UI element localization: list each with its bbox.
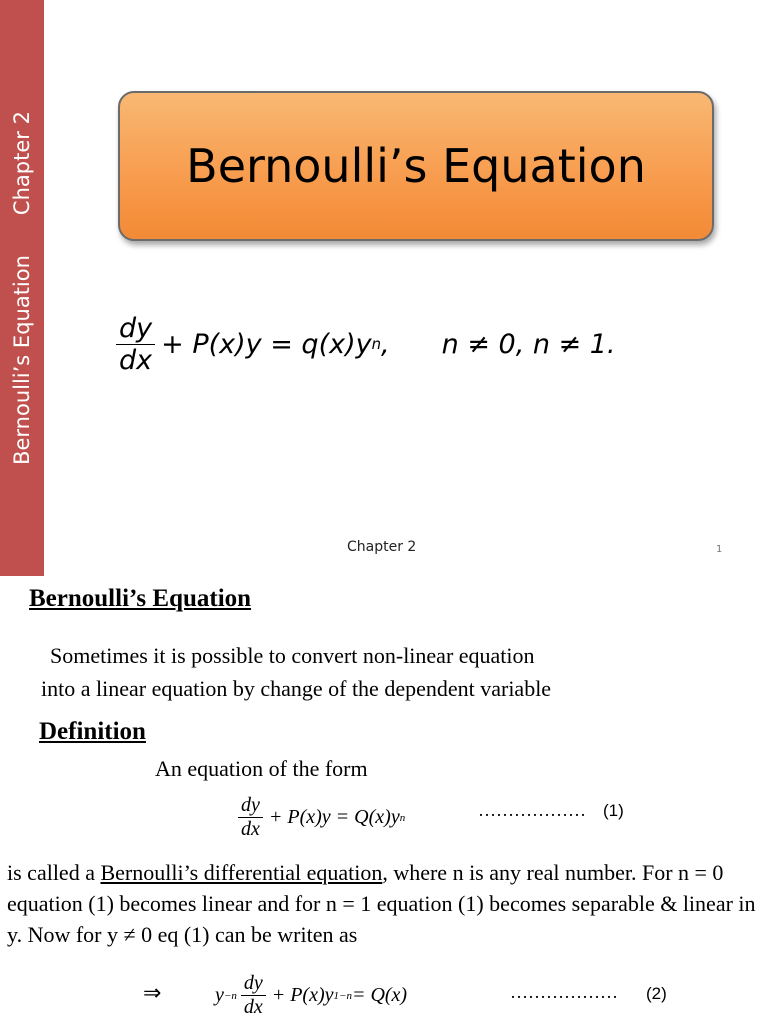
eq1-numerator: dy	[241, 794, 260, 816]
slide-footer: Chapter 2	[347, 539, 417, 555]
slide-fraction	[116, 313, 155, 376]
fraction-denominator: dx	[119, 344, 153, 376]
slide-page-number: 1	[716, 544, 723, 555]
slide-title-box	[118, 91, 714, 241]
implies-arrow: ⇒	[143, 980, 162, 1005]
side-bar	[0, 0, 44, 576]
slide-title: Bernoulli’s Equation	[186, 139, 646, 193]
eq2-middle: + P(x)y	[271, 984, 334, 1006]
document-heading: Bernoulli’s Equation	[29, 585, 252, 612]
fraction-numerator: dy	[119, 312, 153, 344]
eq2-lead-exponent: −n	[223, 989, 237, 1002]
slide-equation	[116, 304, 616, 384]
eq1-leader-dots: ………………	[478, 800, 586, 820]
eq2-leader-dots: ………………	[510, 982, 618, 1002]
eq2-denominator: dx	[243, 996, 263, 1018]
eq1-fraction	[238, 794, 263, 841]
intro-line-1: Sometimes it is possible to convert non-linear equation	[50, 643, 535, 668]
equation-body: + P(x)y = q(x)y	[161, 328, 372, 360]
eq2-numerator: dy	[243, 972, 263, 994]
eq1-tag: (1)	[603, 801, 624, 820]
eq2-fraction	[241, 972, 266, 1019]
eq2-tag: (2)	[646, 984, 667, 1003]
para-start: is called a	[7, 860, 101, 885]
equation-exponent: n	[371, 335, 382, 353]
intro-line-2: into a linear equation by change of the dependent variable	[41, 676, 552, 701]
side-label	[10, 111, 34, 465]
para-rest: , where n is any real number. For n = 0 equation (1) becomes linear and for n = 1 equation (1) becomes separable & linear in y. Now for y ≠ 0 eq (1) can be writen as	[7, 860, 756, 947]
eq1-body: + P(x)y = Q(x)y	[268, 806, 400, 828]
bernoulli-term-underlined: Bernoulli’s differential equation	[100, 860, 383, 885]
eq2-rest: = Q(x)	[351, 984, 408, 1006]
definition-paragraph	[7, 857, 767, 950]
eq2-middle-exponent: 1−n	[333, 989, 352, 1002]
eq1-denominator: dx	[241, 818, 260, 840]
equation-condition: n ≠ 0, n ≠ 1.	[441, 328, 616, 360]
equation-2	[215, 972, 407, 1019]
eq1-exponent: n	[399, 811, 406, 824]
side-label-chapter: Chapter 2	[10, 111, 34, 216]
equation-comma: ,	[381, 328, 390, 360]
equation-1	[238, 794, 405, 841]
eq2-lead: y	[215, 984, 224, 1006]
form-line: An equation of the form	[155, 756, 368, 781]
side-label-topic: Bernoulli’s Equation	[10, 255, 34, 465]
definition-heading: Definition	[39, 718, 146, 745]
